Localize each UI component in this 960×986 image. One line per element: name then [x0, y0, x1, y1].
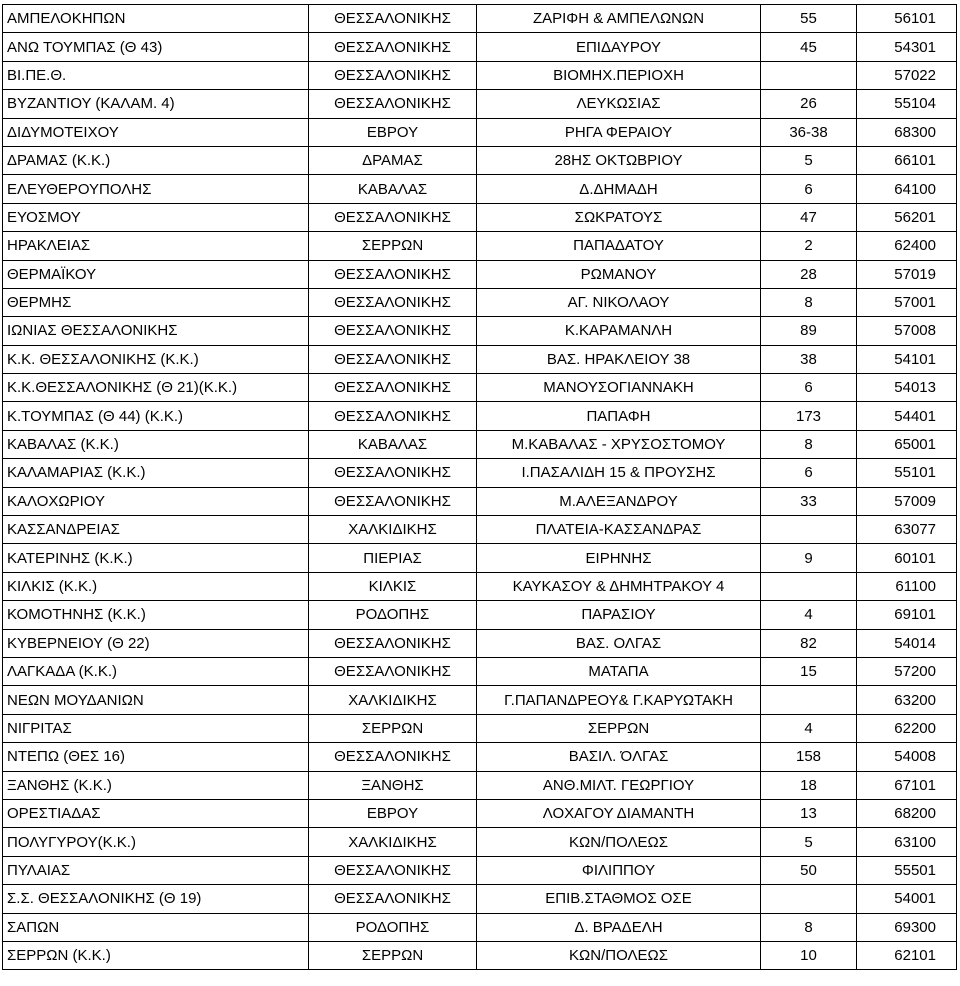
area-cell: ΝΙΓΡΙΤΑΣ	[3, 714, 309, 742]
area-cell: ΘΕΡΜΗΣ	[3, 288, 309, 316]
postal-code-cell: 57019	[857, 260, 957, 288]
table-row	[3, 913, 957, 941]
prefecture-cell: ΚΙΛΚΙΣ	[309, 572, 477, 600]
prefecture-cell: ΞΑΝΘΗΣ	[309, 771, 477, 799]
street-number-cell: 36-38	[761, 118, 857, 146]
table-row	[3, 33, 957, 61]
street-number-cell	[761, 885, 857, 913]
street-cell: ΠΑΠΑΔΑΤΟΥ	[477, 232, 761, 260]
postal-code-cell: 54301	[857, 33, 957, 61]
prefecture-cell: ΘΕΣΣΑΛΟΝΙΚΗΣ	[309, 374, 477, 402]
street-number-cell: 4	[761, 601, 857, 629]
table-row	[3, 232, 957, 260]
table-row	[3, 828, 957, 856]
street-number-cell: 8	[761, 288, 857, 316]
prefecture-cell: ΘΕΣΣΑΛΟΝΙΚΗΣ	[309, 317, 477, 345]
prefecture-cell: ΘΕΣΣΑΛΟΝΙΚΗΣ	[309, 657, 477, 685]
table-row	[3, 487, 957, 515]
table-row	[3, 402, 957, 430]
street-number-cell	[761, 686, 857, 714]
postal-code-cell: 62101	[857, 941, 957, 969]
street-number-cell: 47	[761, 203, 857, 231]
table-row	[3, 288, 957, 316]
table-row	[3, 856, 957, 884]
area-cell: Κ.ΤΟΥΜΠΑΣ (Θ 44) (Κ.Κ.)	[3, 402, 309, 430]
prefecture-cell: ΚΑΒΑΛΑΣ	[309, 430, 477, 458]
area-cell: ΛΑΓΚΑΔΑ (Κ.Κ.)	[3, 657, 309, 685]
address-table	[2, 4, 957, 970]
area-cell: ΚΙΛΚΙΣ (Κ.Κ.)	[3, 572, 309, 600]
prefecture-cell: ΘΕΣΣΑΛΟΝΙΚΗΣ	[309, 856, 477, 884]
street-number-cell: 158	[761, 743, 857, 771]
table-row	[3, 90, 957, 118]
area-cell: ΒΙ.ΠΕ.Θ.	[3, 61, 309, 89]
street-cell: ΜΑΤΑΠΑ	[477, 657, 761, 685]
street-cell: ΑΓ. ΝΙΚΟΛΑΟΥ	[477, 288, 761, 316]
street-cell: ΡΗΓΑ ΦΕΡΑΙΟΥ	[477, 118, 761, 146]
postal-code-cell: 56101	[857, 5, 957, 33]
area-cell: Κ.Κ.ΘΕΣΣΑΛΟΝΙΚΗΣ (Θ 21)(Κ.Κ.)	[3, 374, 309, 402]
street-number-cell: 33	[761, 487, 857, 515]
street-number-cell: 5	[761, 828, 857, 856]
area-cell: ΗΡΑΚΛΕΙΑΣ	[3, 232, 309, 260]
table-row	[3, 572, 957, 600]
table-row	[3, 5, 957, 33]
postal-code-cell: 67101	[857, 771, 957, 799]
street-number-cell: 13	[761, 799, 857, 827]
street-cell: Δ. ΒΡΑΔΕΛΗ	[477, 913, 761, 941]
area-cell: ΣΕΡΡΩΝ (Κ.Κ.)	[3, 941, 309, 969]
table-row	[3, 118, 957, 146]
area-cell: ΣΑΠΩΝ	[3, 913, 309, 941]
street-cell: Κ.ΚΑΡΑΜΑΝΛΗ	[477, 317, 761, 345]
area-cell: ΚΑΛΟΧΩΡΙΟΥ	[3, 487, 309, 515]
prefecture-cell: ΧΑΛΚΙΔΙΚΗΣ	[309, 828, 477, 856]
postal-code-cell: 68200	[857, 799, 957, 827]
table-row	[3, 771, 957, 799]
table-row	[3, 175, 957, 203]
prefecture-cell: ΘΕΣΣΑΛΟΝΙΚΗΣ	[309, 5, 477, 33]
postal-code-cell: 54013	[857, 374, 957, 402]
street-number-cell: 89	[761, 317, 857, 345]
street-cell: ΣΕΡΡΩΝ	[477, 714, 761, 742]
street-number-cell: 38	[761, 345, 857, 373]
table-row	[3, 459, 957, 487]
area-cell: ΚΑΣΣΑΝΔΡΕΙΑΣ	[3, 516, 309, 544]
postal-code-cell: 54014	[857, 629, 957, 657]
street-number-cell: 50	[761, 856, 857, 884]
street-cell: ΕΠΙΒ.ΣΤΑΘΜΟΣ ΟΣΕ	[477, 885, 761, 913]
prefecture-cell: ΡΟΔΟΠΗΣ	[309, 601, 477, 629]
table-row	[3, 885, 957, 913]
street-cell: ΠΑΠΑΦΗ	[477, 402, 761, 430]
prefecture-cell: ΘΕΣΣΑΛΟΝΙΚΗΣ	[309, 61, 477, 89]
table-row	[3, 743, 957, 771]
street-cell: Γ.ΠΑΠΑΝΔΡΕΟΥ& Γ.ΚΑΡΥΩΤΑΚΗ	[477, 686, 761, 714]
street-cell: ΕΙΡΗΝΗΣ	[477, 544, 761, 572]
area-cell: ΝΕΩΝ ΜΟΥΔΑΝΙΩΝ	[3, 686, 309, 714]
prefecture-cell: ΣΕΡΡΩΝ	[309, 232, 477, 260]
postal-code-cell: 69300	[857, 913, 957, 941]
postal-code-cell: 54008	[857, 743, 957, 771]
area-cell: ΝΤΕΠΩ (ΘΕΣ 16)	[3, 743, 309, 771]
table-row	[3, 629, 957, 657]
postal-code-cell: 63200	[857, 686, 957, 714]
area-cell: ΘΕΡΜΑΪΚΟΥ	[3, 260, 309, 288]
street-cell: ΛΕΥΚΩΣΙΑΣ	[477, 90, 761, 118]
prefecture-cell: ΘΕΣΣΑΛΟΝΙΚΗΣ	[309, 402, 477, 430]
prefecture-cell: ΘΕΣΣΑΛΟΝΙΚΗΣ	[309, 487, 477, 515]
street-cell: ΜΑΝΟΥΣΟΓΙΑΝΝΑΚΗ	[477, 374, 761, 402]
prefecture-cell: ΘΕΣΣΑΛΟΝΙΚΗΣ	[309, 345, 477, 373]
street-cell: 28ΗΣ ΟΚΤΩΒΡΙΟΥ	[477, 146, 761, 174]
street-cell: ΒΙΟΜΗΧ.ΠΕΡΙΟΧΗ	[477, 61, 761, 89]
street-number-cell: 5	[761, 146, 857, 174]
prefecture-cell: ΡΟΔΟΠΗΣ	[309, 913, 477, 941]
postal-code-cell: 54101	[857, 345, 957, 373]
street-cell: ΕΠΙΔΑΥΡΟΥ	[477, 33, 761, 61]
street-number-cell: 55	[761, 5, 857, 33]
area-cell: ΚΑΒΑΛΑΣ (Κ.Κ.)	[3, 430, 309, 458]
postal-code-cell: 54401	[857, 402, 957, 430]
postal-code-cell: 66101	[857, 146, 957, 174]
table-row	[3, 61, 957, 89]
area-cell: ΔΙΔΥΜΟΤΕΙΧΟΥ	[3, 118, 309, 146]
table-row	[3, 516, 957, 544]
street-number-cell: 173	[761, 402, 857, 430]
street-number-cell: 6	[761, 175, 857, 203]
prefecture-cell: ΠΙΕΡΙΑΣ	[309, 544, 477, 572]
table-row	[3, 686, 957, 714]
street-cell: Ι.ΠΑΣΑΛΙΔΗ 15 & ΠΡΟΥΣΗΣ	[477, 459, 761, 487]
table-row	[3, 799, 957, 827]
table-row	[3, 203, 957, 231]
street-number-cell	[761, 61, 857, 89]
address-table-body	[3, 5, 957, 970]
street-number-cell: 82	[761, 629, 857, 657]
street-cell: ΚΑΥΚΑΣΟΥ & ΔΗΜΗΤΡΑΚΟΥ 4	[477, 572, 761, 600]
street-cell: ΑΝΘ.ΜΙΛΤ. ΓΕΩΡΓΙΟΥ	[477, 771, 761, 799]
street-cell: ΠΛΑΤΕΙΑ-ΚΑΣΣΑΝΔΡΑΣ	[477, 516, 761, 544]
street-number-cell: 10	[761, 941, 857, 969]
postal-code-cell: 55104	[857, 90, 957, 118]
prefecture-cell: ΘΕΣΣΑΛΟΝΙΚΗΣ	[309, 33, 477, 61]
area-cell: ΚΥΒΕΡΝΕΙΟΥ (Θ 22)	[3, 629, 309, 657]
area-cell: ΔΡΑΜΑΣ (Κ.Κ.)	[3, 146, 309, 174]
prefecture-cell: ΘΕΣΣΑΛΟΝΙΚΗΣ	[309, 629, 477, 657]
prefecture-cell: ΧΑΛΚΙΔΙΚΗΣ	[309, 516, 477, 544]
street-cell: ΦΙΛΙΠΠΟΥ	[477, 856, 761, 884]
table-row	[3, 374, 957, 402]
street-number-cell: 45	[761, 33, 857, 61]
area-cell: ΠΟΛΥΓΥΡΟΥ(Κ.Κ.)	[3, 828, 309, 856]
prefecture-cell: ΘΕΣΣΑΛΟΝΙΚΗΣ	[309, 203, 477, 231]
area-cell: ΒΥΖΑΝΤΙΟΥ (ΚΑΛΑΜ. 4)	[3, 90, 309, 118]
postal-code-cell: 54001	[857, 885, 957, 913]
street-cell: ΚΩΝ/ΠΟΛΕΩΣ	[477, 941, 761, 969]
street-cell: Μ.ΑΛΕΞΑΝΔΡΟΥ	[477, 487, 761, 515]
street-number-cell: 15	[761, 657, 857, 685]
street-cell: ΒΑΣΙΛ. ΌΛΓΑΣ	[477, 743, 761, 771]
street-number-cell: 6	[761, 459, 857, 487]
table-row	[3, 714, 957, 742]
prefecture-cell: ΘΕΣΣΑΛΟΝΙΚΗΣ	[309, 885, 477, 913]
prefecture-cell: ΘΕΣΣΑΛΟΝΙΚΗΣ	[309, 459, 477, 487]
postal-code-cell: 57009	[857, 487, 957, 515]
area-cell: Κ.Κ. ΘΕΣΣΑΛΟΝΙΚΗΣ (Κ.Κ.)	[3, 345, 309, 373]
street-cell: ΒΑΣ. ΗΡΑΚΛΕΙΟΥ 38	[477, 345, 761, 373]
postal-code-cell: 57022	[857, 61, 957, 89]
table-row	[3, 317, 957, 345]
postal-code-cell: 63077	[857, 516, 957, 544]
street-cell: ΒΑΣ. ΟΛΓΑΣ	[477, 629, 761, 657]
postal-code-cell: 57008	[857, 317, 957, 345]
area-cell: ΕΛΕΥΘΕΡΟΥΠΟΛΗΣ	[3, 175, 309, 203]
street-number-cell: 6	[761, 374, 857, 402]
table-row	[3, 941, 957, 969]
street-number-cell: 26	[761, 90, 857, 118]
postal-code-cell: 55101	[857, 459, 957, 487]
prefecture-cell: ΣΕΡΡΩΝ	[309, 714, 477, 742]
table-row	[3, 544, 957, 572]
prefecture-cell: ΕΒΡΟΥ	[309, 799, 477, 827]
street-cell: ΛΟΧΑΓΟΥ ΔΙΑΜΑΝΤΗ	[477, 799, 761, 827]
postal-code-cell: 65001	[857, 430, 957, 458]
area-cell: ΚΑΤΕΡΙΝΗΣ (Κ.Κ.)	[3, 544, 309, 572]
postal-code-cell: 60101	[857, 544, 957, 572]
postal-code-cell: 57200	[857, 657, 957, 685]
street-number-cell	[761, 516, 857, 544]
area-cell: ΑΝΩ ΤΟΥΜΠΑΣ (Θ 43)	[3, 33, 309, 61]
street-number-cell	[761, 572, 857, 600]
street-cell: ΠΑΡΑΣΙΟΥ	[477, 601, 761, 629]
area-cell: ΠΥΛΑΙΑΣ	[3, 856, 309, 884]
prefecture-cell: ΣΕΡΡΩΝ	[309, 941, 477, 969]
street-number-cell: 9	[761, 544, 857, 572]
street-number-cell: 2	[761, 232, 857, 260]
prefecture-cell: ΚΑΒΑΛΑΣ	[309, 175, 477, 203]
prefecture-cell: ΘΕΣΣΑΛΟΝΙΚΗΣ	[309, 260, 477, 288]
street-cell: ΖΑΡΙΦΗ & ΑΜΠΕΛΩΝΩΝ	[477, 5, 761, 33]
table-row	[3, 146, 957, 174]
postal-code-cell: 56201	[857, 203, 957, 231]
postal-code-cell: 62400	[857, 232, 957, 260]
street-cell: ΚΩΝ/ΠΟΛΕΩΣ	[477, 828, 761, 856]
street-number-cell: 8	[761, 913, 857, 941]
table-row	[3, 260, 957, 288]
prefecture-cell: ΘΕΣΣΑΛΟΝΙΚΗΣ	[309, 288, 477, 316]
prefecture-cell: ΕΒΡΟΥ	[309, 118, 477, 146]
area-cell: ΙΩΝΙΑΣ ΘΕΣΣΑΛΟΝΙΚΗΣ	[3, 317, 309, 345]
postal-code-cell: 68300	[857, 118, 957, 146]
postal-code-cell: 57001	[857, 288, 957, 316]
postal-code-cell: 69101	[857, 601, 957, 629]
street-number-cell: 4	[761, 714, 857, 742]
area-cell: ΑΜΠΕΛΟΚΗΠΩΝ	[3, 5, 309, 33]
street-cell: Μ.ΚΑΒΑΛΑΣ - ΧΡΥΣΟΣΤΟΜΟΥ	[477, 430, 761, 458]
postal-code-cell: 55501	[857, 856, 957, 884]
table-row	[3, 345, 957, 373]
prefecture-cell: ΘΕΣΣΑΛΟΝΙΚΗΣ	[309, 743, 477, 771]
table-row	[3, 657, 957, 685]
street-cell: Δ.ΔΗΜΑΔΗ	[477, 175, 761, 203]
postal-code-cell: 63100	[857, 828, 957, 856]
postal-code-cell: 62200	[857, 714, 957, 742]
street-number-cell: 18	[761, 771, 857, 799]
prefecture-cell: ΘΕΣΣΑΛΟΝΙΚΗΣ	[309, 90, 477, 118]
table-row	[3, 430, 957, 458]
postal-code-cell: 61100	[857, 572, 957, 600]
area-cell: ΚΟΜΟΤΗΝΗΣ (Κ.Κ.)	[3, 601, 309, 629]
area-cell: Σ.Σ. ΘΕΣΣΑΛΟΝΙΚΗΣ (Θ 19)	[3, 885, 309, 913]
table-row	[3, 601, 957, 629]
prefecture-cell: ΧΑΛΚΙΔΙΚΗΣ	[309, 686, 477, 714]
area-cell: ΕΥΟΣΜΟΥ	[3, 203, 309, 231]
area-cell: ΞΑΝΘΗΣ (Κ.Κ.)	[3, 771, 309, 799]
postal-code-cell: 64100	[857, 175, 957, 203]
street-number-cell: 8	[761, 430, 857, 458]
area-cell: ΚΑΛΑΜΑΡΙΑΣ (Κ.Κ.)	[3, 459, 309, 487]
street-cell: ΡΩΜΑΝΟΥ	[477, 260, 761, 288]
street-cell: ΣΩΚΡΑΤΟΥΣ	[477, 203, 761, 231]
street-number-cell: 28	[761, 260, 857, 288]
prefecture-cell: ΔΡΑΜΑΣ	[309, 146, 477, 174]
area-cell: ΟΡΕΣΤΙΑΔΑΣ	[3, 799, 309, 827]
